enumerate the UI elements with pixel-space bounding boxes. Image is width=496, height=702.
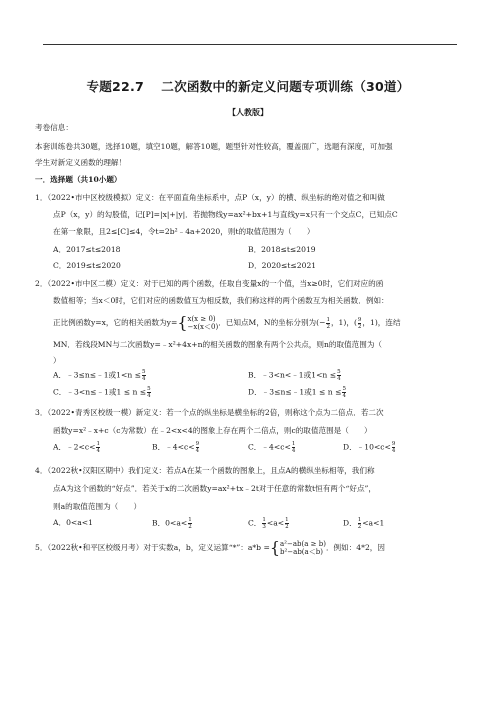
section-heading-choice: 一．选择题（共10小题） (35, 175, 122, 184)
q4-option-c: C． $\frac{1}{3}$ <a< $\frac{1}{2}$ (248, 517, 289, 530)
q4-line-3: 则a的取值范围为（ ） (53, 502, 142, 511)
q3-option-a: A．﹣2<c< $\frac{1}{4}$ (53, 441, 100, 454)
q4-option-b: B．0<a< $\frac{1}{2}$ (152, 517, 192, 530)
q4-line-2: 点A为这个函数的“好点”．若关于x的二次函数y=ax²+tx﹣2t对于任意的常数t恒有两个“好点”， (53, 484, 377, 493)
q2-piecewise: { x(x ≥ 0) −x(x＜0) (177, 313, 219, 332)
q5-case-1: a²−ab(a ≥ b) (280, 540, 326, 548)
q1-option-d: D．2020≤t≤2021 (248, 261, 317, 270)
q2-line-5: ） (53, 356, 61, 365)
q2-option-a: A．﹣3≤n≤﹣1或1<n ≤ $\frac{5}{4}$ (53, 369, 146, 382)
q1-line-2: 点P（x，y）的勾股值，记[P]=|x|+|y|．若抛物线y=ax²+bx+1与直线y=x只有一个交点C，已知点C (53, 210, 398, 219)
q1-option-b: B．2018≤t≤2019 (248, 245, 316, 254)
q2-frac-half: $\frac{1}{2}$ (326, 316, 330, 330)
q1-option-a: A．2017≤t≤2018 (53, 245, 121, 254)
q2-case-2: −x(x＜0) (187, 323, 219, 331)
edition-label: 【人教版】 (228, 107, 268, 117)
q2-case-1: x(x ≥ 0) (187, 315, 216, 323)
q5-case-2: b²−ab(a＜b) (280, 548, 323, 556)
q5-piecewise: { a²−ab(a ≥ b) b²−ab(a＜b) (269, 538, 326, 557)
q2-line-2: 数值相等；当x＜0时，它们对应的函数值互为相反数，我们称这样的两个函数互为相关函数．例如： (53, 296, 389, 305)
q2-line-3 (53, 313, 401, 333)
q2-option-c: C．﹣3<n≤﹣1或1 ≤ n ≤ $\frac{5}{4}$ (53, 386, 151, 399)
q2-line-3c: ，1)，( (330, 318, 357, 327)
q1-line-1: 1．（2022•市中区校级模拟）定义：在平面直角坐标系中，点P（x，y）的横、纵坐标的绝对值之和叫做 (35, 193, 385, 202)
q3-option-c: C．﹣4<c< $\frac{1}{4}$ (248, 441, 296, 454)
q4-line-1: 4．（2022秋•汉阳区期中）我们定义：若点A在某一个函数的图象上，且点A的横纵坐标相等，我们称 (35, 466, 375, 475)
q2-line-3d: ，1)，连结 (362, 318, 401, 327)
q1-option-c: C．2019≤t≤2020 (53, 261, 121, 270)
q2-line-4: MN．若线段MN与二次函数y=﹣x²+4x+n的相关函数的图象有两个公共点，则n的取值范围为（ (53, 340, 383, 349)
q4-option-d: D． $\frac{1}{2}$ <a<1 (343, 517, 385, 530)
intro-line-2: 学生对新定义函数的理解！ (35, 158, 127, 167)
intro-heading: 考卷信息： (35, 123, 73, 132)
q5-line-1: 5．（2022秋•和平区校级月考）对于实数a，b，定义运算“*”：a*b ={ a²−ab(a ≥ b) b²−ab(a＜b) ．例如：4*2，因 (35, 538, 385, 557)
q2-line-1: 2．（2022•市中区二模）定义：对于已知的两个函数，任取自变量x的一个值，当x≥0时，它们对应的函 (35, 279, 384, 288)
q3-option-b: B．﹣4<c< $\frac{9}{4}$ (152, 441, 200, 454)
page-title: 专题22.7 二次函数中的新定义问题专项训练（30道） (86, 79, 410, 94)
intro-line-1: 本套训练卷共30题，选择10题，填空10题，解答10题，题型针对性较高，覆盖面广，选题有深度，可加强 (35, 142, 393, 151)
q3-line-1: 3．（2022•青秀区校级一模）新定义：若一个点的纵坐标是横坐标的2倍，则称这个点为二倍点．若二次 (35, 408, 384, 417)
q2-line-3b: ．已知点M，N的坐标分别为(− (218, 318, 326, 327)
q2-line-3a: 正比例函数y=x，它的相关函数为y= (53, 318, 178, 327)
q2-option-b: B．﹣3<n<﹣1或1<n ≤ $\frac{5}{4}$ (248, 369, 341, 382)
q2-option-d: D．﹣3≤n≤﹣1或1 ≤ n ≤ $\frac{5}{4}$ (248, 386, 346, 399)
q3-option-d: D．﹣10<c< $\frac{9}{4}$ (343, 441, 396, 454)
q4-option-a: A．0<a<1 (53, 518, 93, 527)
q1-line-3: 在第一象限，且2≤[C]≤4，令t=2b²﹣4a+2020，则t的取值范围为（ ） (53, 227, 315, 236)
q2-frac-nine-half: $\frac{9}{2}$ (357, 316, 362, 330)
q3-line-2: 函数y=x²﹣x+c（c为常数）在﹣2<x<4的图象上存在两个二倍点，则c的取值范围是（ ） (53, 426, 372, 435)
header-rule (43, 44, 457, 45)
